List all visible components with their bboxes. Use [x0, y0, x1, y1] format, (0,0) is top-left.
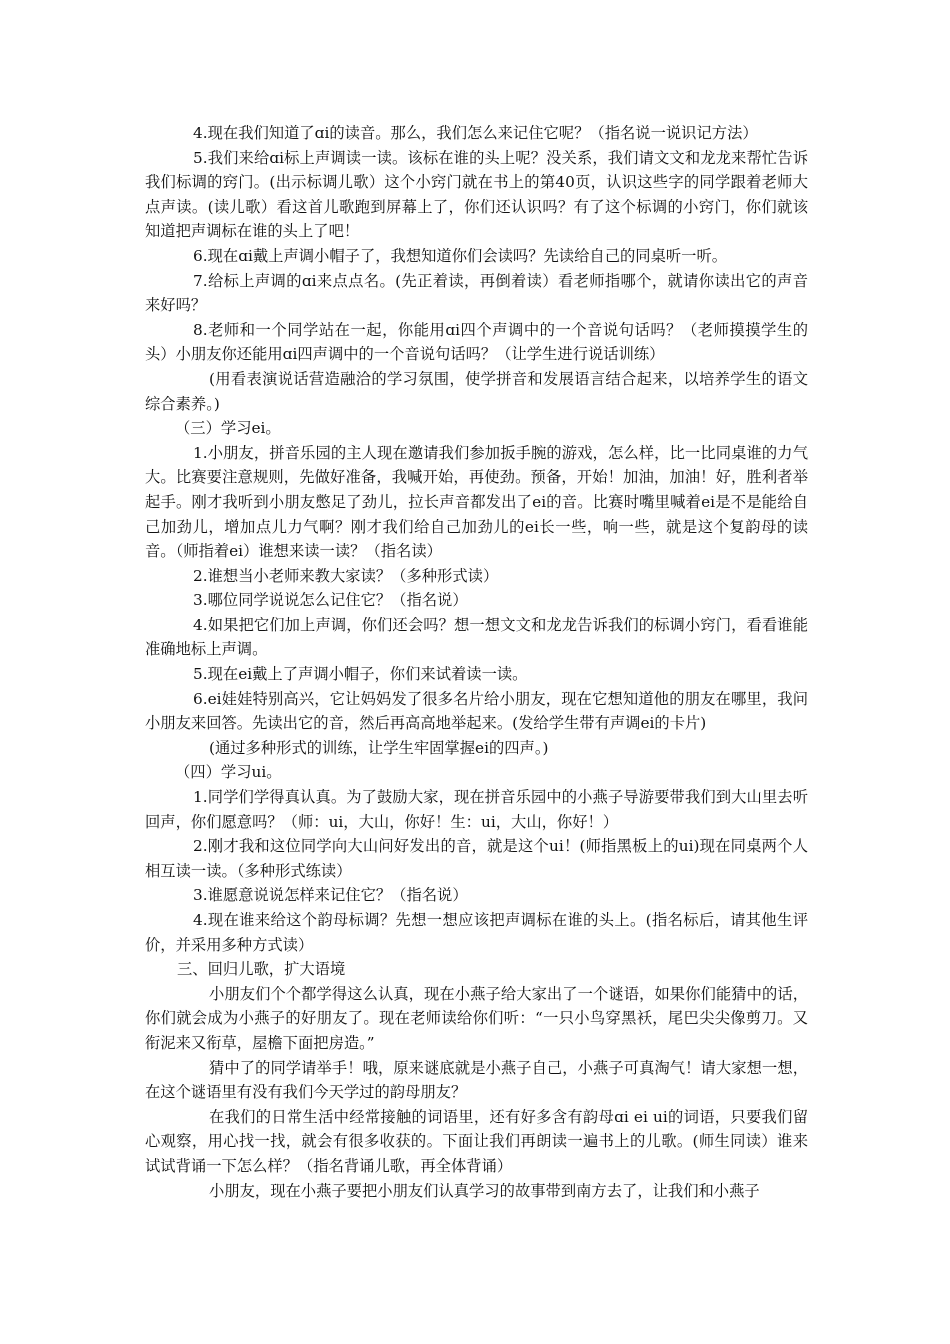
paragraph: 6.ei娃娃特别高兴，它让妈妈发了很多名片给小朋友，现在它想知道他的朋友在哪里，我问小朋友来回答。先读出它的音，然后再高高地举起来。(发给学生带有声调ei的卡片) [145, 689, 808, 733]
paragraph: 2.刚才我和这位同学向大山问好发出的音，就是这个ui！(师指黑板上的ui)现在同桌两个人相互读一读。（多种形式练读） [145, 837, 808, 880]
paragraph: 4.现在我们知道了ɑi的读音。那么，我们怎么来记住它呢？（指名说一说识记方法） [193, 124, 758, 142]
paragraph: 3.谁愿意说说怎样来记住它？（指名说） [193, 886, 468, 905]
paragraph: 小朋友们个个都学得这么认真，现在小燕子给大家出了一个谜语，如果你们能猜中的话，你们就会成为小燕子的好朋友了。现在老师读给你们听：“一只小鸟穿黑袄，尾巴尖尖像剪刀。又衔泥来又衔草，屋檐下面把房造。” [145, 984, 808, 1052]
paragraph: 在我们的日常生活中经常接触的词语里，还有好多含有韵母ɑi ei ui的词语，只要我们留心观察，用心找一找，就会有很多收获的。下面让我们再朗读一遍书上的儿歌。(师生同读）谁来试试背诵一下怎么样？（指名背诵儿歌，再全体背诵） [145, 1107, 808, 1175]
document-page [145, 121, 808, 1203]
paragraph: 8.老师和一个同学站在一起，你能用ɑi四个声调中的一个音说句话吗？（老师摸摸学生的头）小朋友你还能用ɑi四声调中的一个音说句话吗？（让学生进行说话训练） [145, 320, 808, 364]
paragraph: 4.现在谁来给这个韵母标调？先想一想应该把声调标在谁的头上。(指名标后，请其他生评价，并采用多种方式读） [145, 911, 808, 954]
paragraph: 小朋友，现在小燕子要把小朋友们认真学习的故事带到南方去了，让我们和小燕子 [209, 1181, 760, 1200]
paragraph: 6.现在ɑi戴上声调小帽子了，我想知道你们会读吗？先读给自己的同桌听一听。 [193, 246, 728, 265]
paragraph: 猜中了的同学请举手！哦，原来谜底就是小燕子自己，小燕子可真淘气！请大家想一想，在这个谜语里有没有我们今天学过的韵母朋友？ [145, 1058, 808, 1102]
paragraph: 1.同学们学得真认真。为了鼓励大家，现在拼音乐园中的小燕子导游要带我们到大山里去听回声，你们愿意吗？（师：ui，大山，你好！生：ui，大山，你好！） [145, 788, 808, 831]
paragraph: 3.哪位同学说说怎么记住它？（指名说） [193, 591, 468, 610]
paragraph: 2.谁想当小老师来教大家读？（多种形式读） [193, 566, 499, 585]
note-paragraph: (通过多种形式的训练，让学生牢固掌握ei的四声。) [209, 738, 549, 757]
section-heading: （三）学习ei。 [175, 419, 281, 438]
paragraph: 4.如果把它们加上声调，你们还会吗？想一想文文和龙龙告诉我们的标调小窍门，看看谁能准确地标上声调。 [145, 615, 808, 659]
section-heading: 三、回归儿歌，扩大语境 [177, 960, 346, 979]
paragraph: 7.给标上声调的ɑi来点点名。(先正着读，再倒着读）看老师指哪个，就请你读出它的声音来好吗？ [145, 271, 808, 315]
note-paragraph: (用看表演说话营造融洽的学习氛围，使学拼音和发展语言结合起来，以培养学生的语文综合素养。) [145, 369, 808, 413]
paragraph: 5.我们来给ɑi标上声调读一读。该标在谁的头上呢？没关系，我们请文文和龙龙来帮忙告诉我们标调的窍门。(出示标调儿歌）这个小窍门就在书上的第40页，认识这些字的同学跟着老师大点声读。(读儿歌）看这首儿歌跑到屏幕上了，你们还认识吗？有了这个标调的小窍门，你们就该知道把声调标在谁的头上了吧！ [145, 148, 808, 241]
section-heading: （四）学习ui。 [175, 763, 282, 782]
paragraph: 5.现在ei戴上了声调小帽子，你们来试着读一读。 [193, 665, 528, 684]
paragraph: 1.小朋友，拼音乐园的主人现在邀请我们参加扳手腕的游戏，怎么样，比一比同桌谁的力气大。比赛要注意规则，先做好准备，我喊开始，再使劲。预备，开始！加油，加油！好，胜利者举起手。刚才我听到小朋友憋足了劲儿，拉长声音都发出了ei的音。比赛时嘴里喊着ei是不是能给自己加劲儿，增加点儿力气啊？刚才我们给自己加劲儿的ei长一些，响一些，就是这个复韵母的读音。（师指着ei）谁想来读一读？（指名读） [145, 443, 808, 561]
